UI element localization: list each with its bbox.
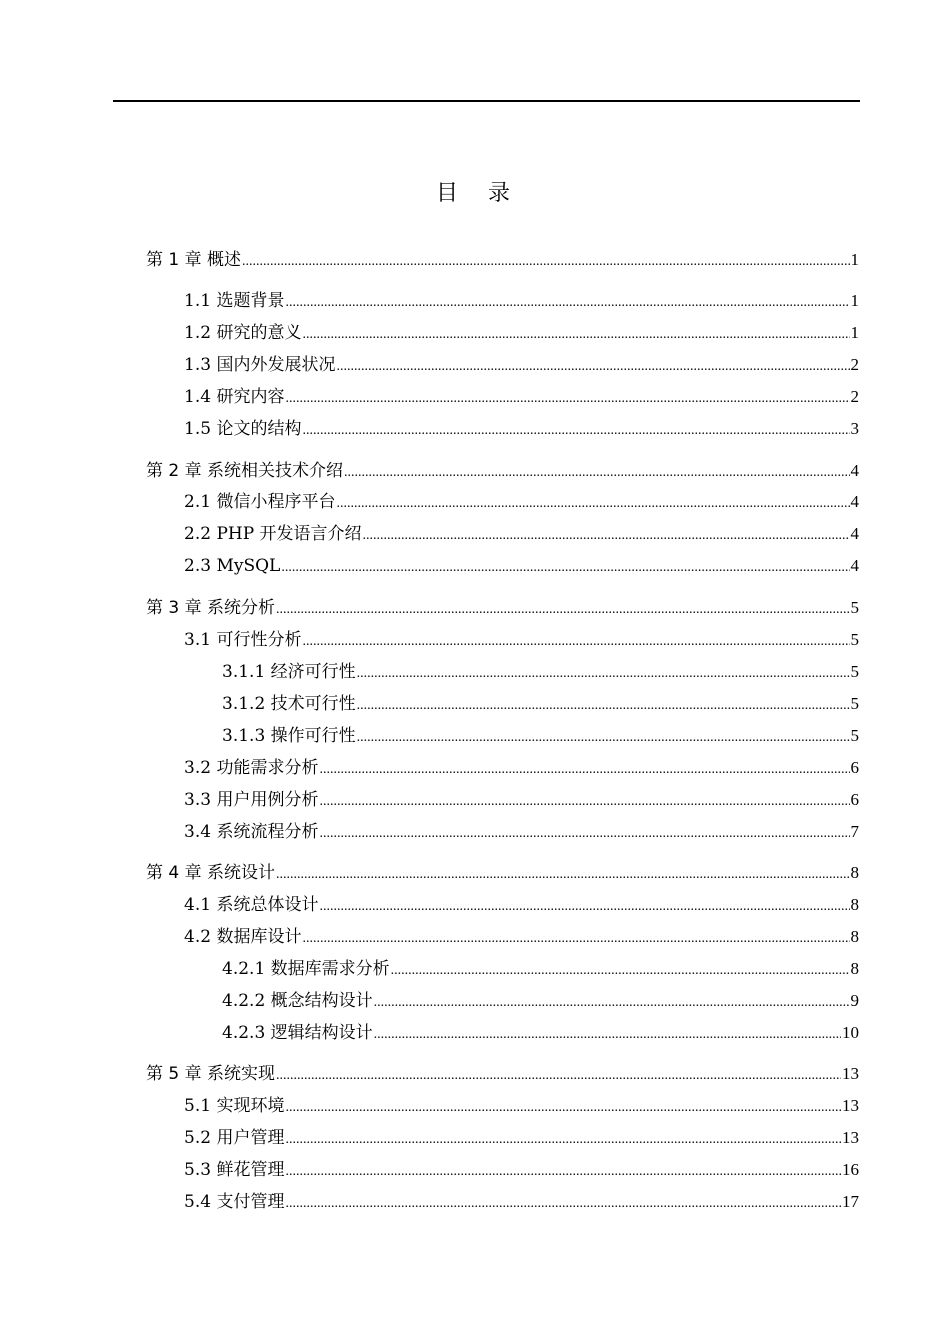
toc-section-entry[interactable] [184, 1126, 859, 1150]
toc-subsection-entry[interactable] [222, 989, 859, 1013]
toc-entry-label: 5.3 鲜花管理 [184, 1160, 285, 1180]
toc-subsection-entry[interactable] [222, 1021, 859, 1045]
toc-entry-label: 3.3 用户用例分析 [184, 790, 319, 810]
toc-dot-leader [302, 927, 849, 951]
toc-subsection-entry[interactable] [222, 692, 859, 716]
toc-dot-leader [302, 419, 849, 443]
toc-entry-label: 3.1 可行性分析 [184, 630, 302, 650]
toc-entry-label: 5.4 支付管理 [184, 1192, 285, 1212]
toc-dot-leader [319, 822, 849, 846]
toc-chapter-entry[interactable] [146, 248, 859, 272]
toc-chapter-entry[interactable] [146, 861, 859, 885]
toc-entry-label: 2.2 PHP 开发语言介绍 [184, 524, 362, 544]
toc-entry-label: 3.1.2 技术可行性 [222, 694, 356, 714]
toc-dot-leader [285, 1192, 841, 1216]
toc-page-number: 13 [842, 1064, 859, 1083]
toc-entry-label: 3.1.3 操作可行性 [222, 726, 356, 746]
toc-page-number: 3 [850, 419, 859, 438]
toc-section-entry[interactable] [184, 490, 859, 514]
toc-entry-label: 第 2 章 系统相关技术介绍 [146, 461, 344, 481]
toc-dot-leader [302, 323, 849, 347]
toc-dot-leader [374, 991, 850, 1015]
toc-entry-label: 1.2 研究的意义 [184, 323, 302, 343]
toc-section-entry[interactable] [184, 1158, 859, 1182]
toc-section-entry[interactable] [184, 522, 859, 546]
toc-dot-leader [242, 250, 849, 274]
toc-dot-leader [319, 790, 849, 814]
toc-page-number: 5 [850, 630, 859, 649]
toc-page-number: 4 [850, 492, 859, 511]
toc-dot-leader [276, 598, 849, 622]
toc-section-entry[interactable] [184, 820, 859, 844]
toc-page-number: 1 [850, 250, 859, 269]
toc-entry-label: 4.2.1 数据库需求分析 [222, 959, 390, 979]
toc-entry-label: 4.1 系统总体设计 [184, 895, 319, 915]
toc-entry-label: 4.2.2 概念结构设计 [222, 991, 373, 1011]
toc-entry-label: 1.5 论文的结构 [184, 419, 302, 439]
toc-page-number: 5 [850, 726, 859, 745]
toc-entry-label: 4.2 数据库设计 [184, 927, 302, 947]
toc-subsection-entry[interactable] [222, 724, 859, 748]
toc-entry-label: 2.3 MySQL [184, 556, 281, 576]
toc-page-number: 4 [850, 524, 859, 543]
toc-page-number: 8 [850, 863, 859, 882]
toc-entry-label: 3.4 系统流程分析 [184, 822, 319, 842]
toc-page-number: 16 [842, 1160, 859, 1179]
toc-section-entry[interactable] [184, 893, 859, 917]
toc-entry-label: 2.1 微信小程序平台 [184, 492, 336, 512]
toc-dot-leader [302, 630, 849, 654]
toc-page-number: 2 [850, 355, 859, 374]
toc-entry-label: 1.1 选题背景 [184, 291, 285, 311]
toc-subsection-entry[interactable] [222, 957, 859, 981]
toc-section-entry[interactable] [184, 321, 859, 345]
toc-page-number: 1 [850, 291, 859, 310]
toc-page-number: 1 [850, 323, 859, 342]
toc-entry-label: 1.4 研究内容 [184, 387, 285, 407]
toc-section-entry[interactable] [184, 1094, 859, 1118]
toc-dot-leader [285, 1128, 841, 1152]
toc-page-number: 6 [850, 790, 859, 809]
toc-dot-leader [285, 1096, 841, 1120]
toc-page-number: 4 [850, 461, 859, 480]
toc-dot-leader [336, 492, 849, 516]
toc-entry-label: 3.1.1 经济可行性 [222, 662, 356, 682]
toc-entry-label: 4.2.3 逻辑结构设计 [222, 1023, 373, 1043]
toc-dot-leader [285, 291, 849, 315]
toc-page-number: 2 [850, 387, 859, 406]
toc-page-number: 5 [850, 598, 859, 617]
toc-dot-leader [357, 662, 850, 686]
toc-dot-leader [357, 726, 850, 750]
toc-page-number: 17 [842, 1192, 859, 1211]
toc-dot-leader [319, 758, 849, 782]
toc-entry-label: 第 3 章 系统分析 [146, 598, 276, 618]
toc-dot-leader [336, 355, 849, 379]
toc-entry-label: 第 1 章 概述 [146, 250, 242, 270]
toc-page-number: 13 [842, 1096, 859, 1115]
toc-dot-leader [363, 524, 850, 548]
toc-section-entry[interactable] [184, 1190, 859, 1214]
toc-section-entry[interactable] [184, 289, 859, 313]
toc-chapter-entry[interactable] [146, 1062, 859, 1086]
toc-dot-leader [276, 863, 849, 887]
toc-dot-leader [319, 895, 849, 919]
toc-page-number: 6 [850, 758, 859, 777]
toc-chapter-entry[interactable] [146, 596, 859, 620]
toc-dot-leader [357, 694, 850, 718]
toc-dot-leader [344, 461, 849, 485]
toc-entry-label: 3.2 功能需求分析 [184, 758, 319, 778]
toc-dot-leader [276, 1064, 841, 1088]
toc-section-entry[interactable] [184, 385, 859, 409]
toc-dot-leader [374, 1023, 841, 1047]
toc-section-entry[interactable] [184, 788, 859, 812]
toc-entry-label: 5.2 用户管理 [184, 1128, 285, 1148]
toc-section-entry[interactable] [184, 925, 859, 949]
toc-section-entry[interactable] [184, 628, 859, 652]
toc-page-number: 13 [842, 1128, 859, 1147]
toc-page-number: 7 [850, 822, 859, 841]
toc-entry-label: 第 5 章 系统实现 [146, 1064, 276, 1084]
toc-entry-label: 第 4 章 系统设计 [146, 863, 276, 883]
toc-page-number: 8 [850, 959, 859, 978]
toc-page-number: 8 [850, 895, 859, 914]
toc-dot-leader [391, 959, 850, 983]
toc-entry-label: 1.3 国内外发展状况 [184, 355, 336, 375]
toc-page-number: 5 [850, 662, 859, 681]
toc-chapter-entry[interactable] [146, 459, 859, 483]
page-title: 目 录 [435, 181, 514, 206]
toc-entry-label: 5.1 实现环境 [184, 1096, 285, 1116]
toc-dot-leader [285, 1160, 841, 1184]
toc-subsection-entry[interactable] [222, 660, 859, 684]
toc-page-number: 4 [850, 556, 859, 575]
toc-page-number: 10 [842, 1023, 859, 1042]
toc-section-entry[interactable] [184, 756, 859, 780]
toc-page-number: 9 [850, 991, 859, 1010]
toc-page-number: 8 [850, 927, 859, 946]
toc-dot-leader [285, 387, 849, 411]
toc-page-number: 5 [850, 694, 859, 713]
toc-section-entry[interactable] [184, 353, 859, 377]
toc-section-entry[interactable] [184, 554, 859, 578]
toc-dot-leader [281, 556, 849, 580]
toc-section-entry[interactable] [184, 417, 859, 441]
